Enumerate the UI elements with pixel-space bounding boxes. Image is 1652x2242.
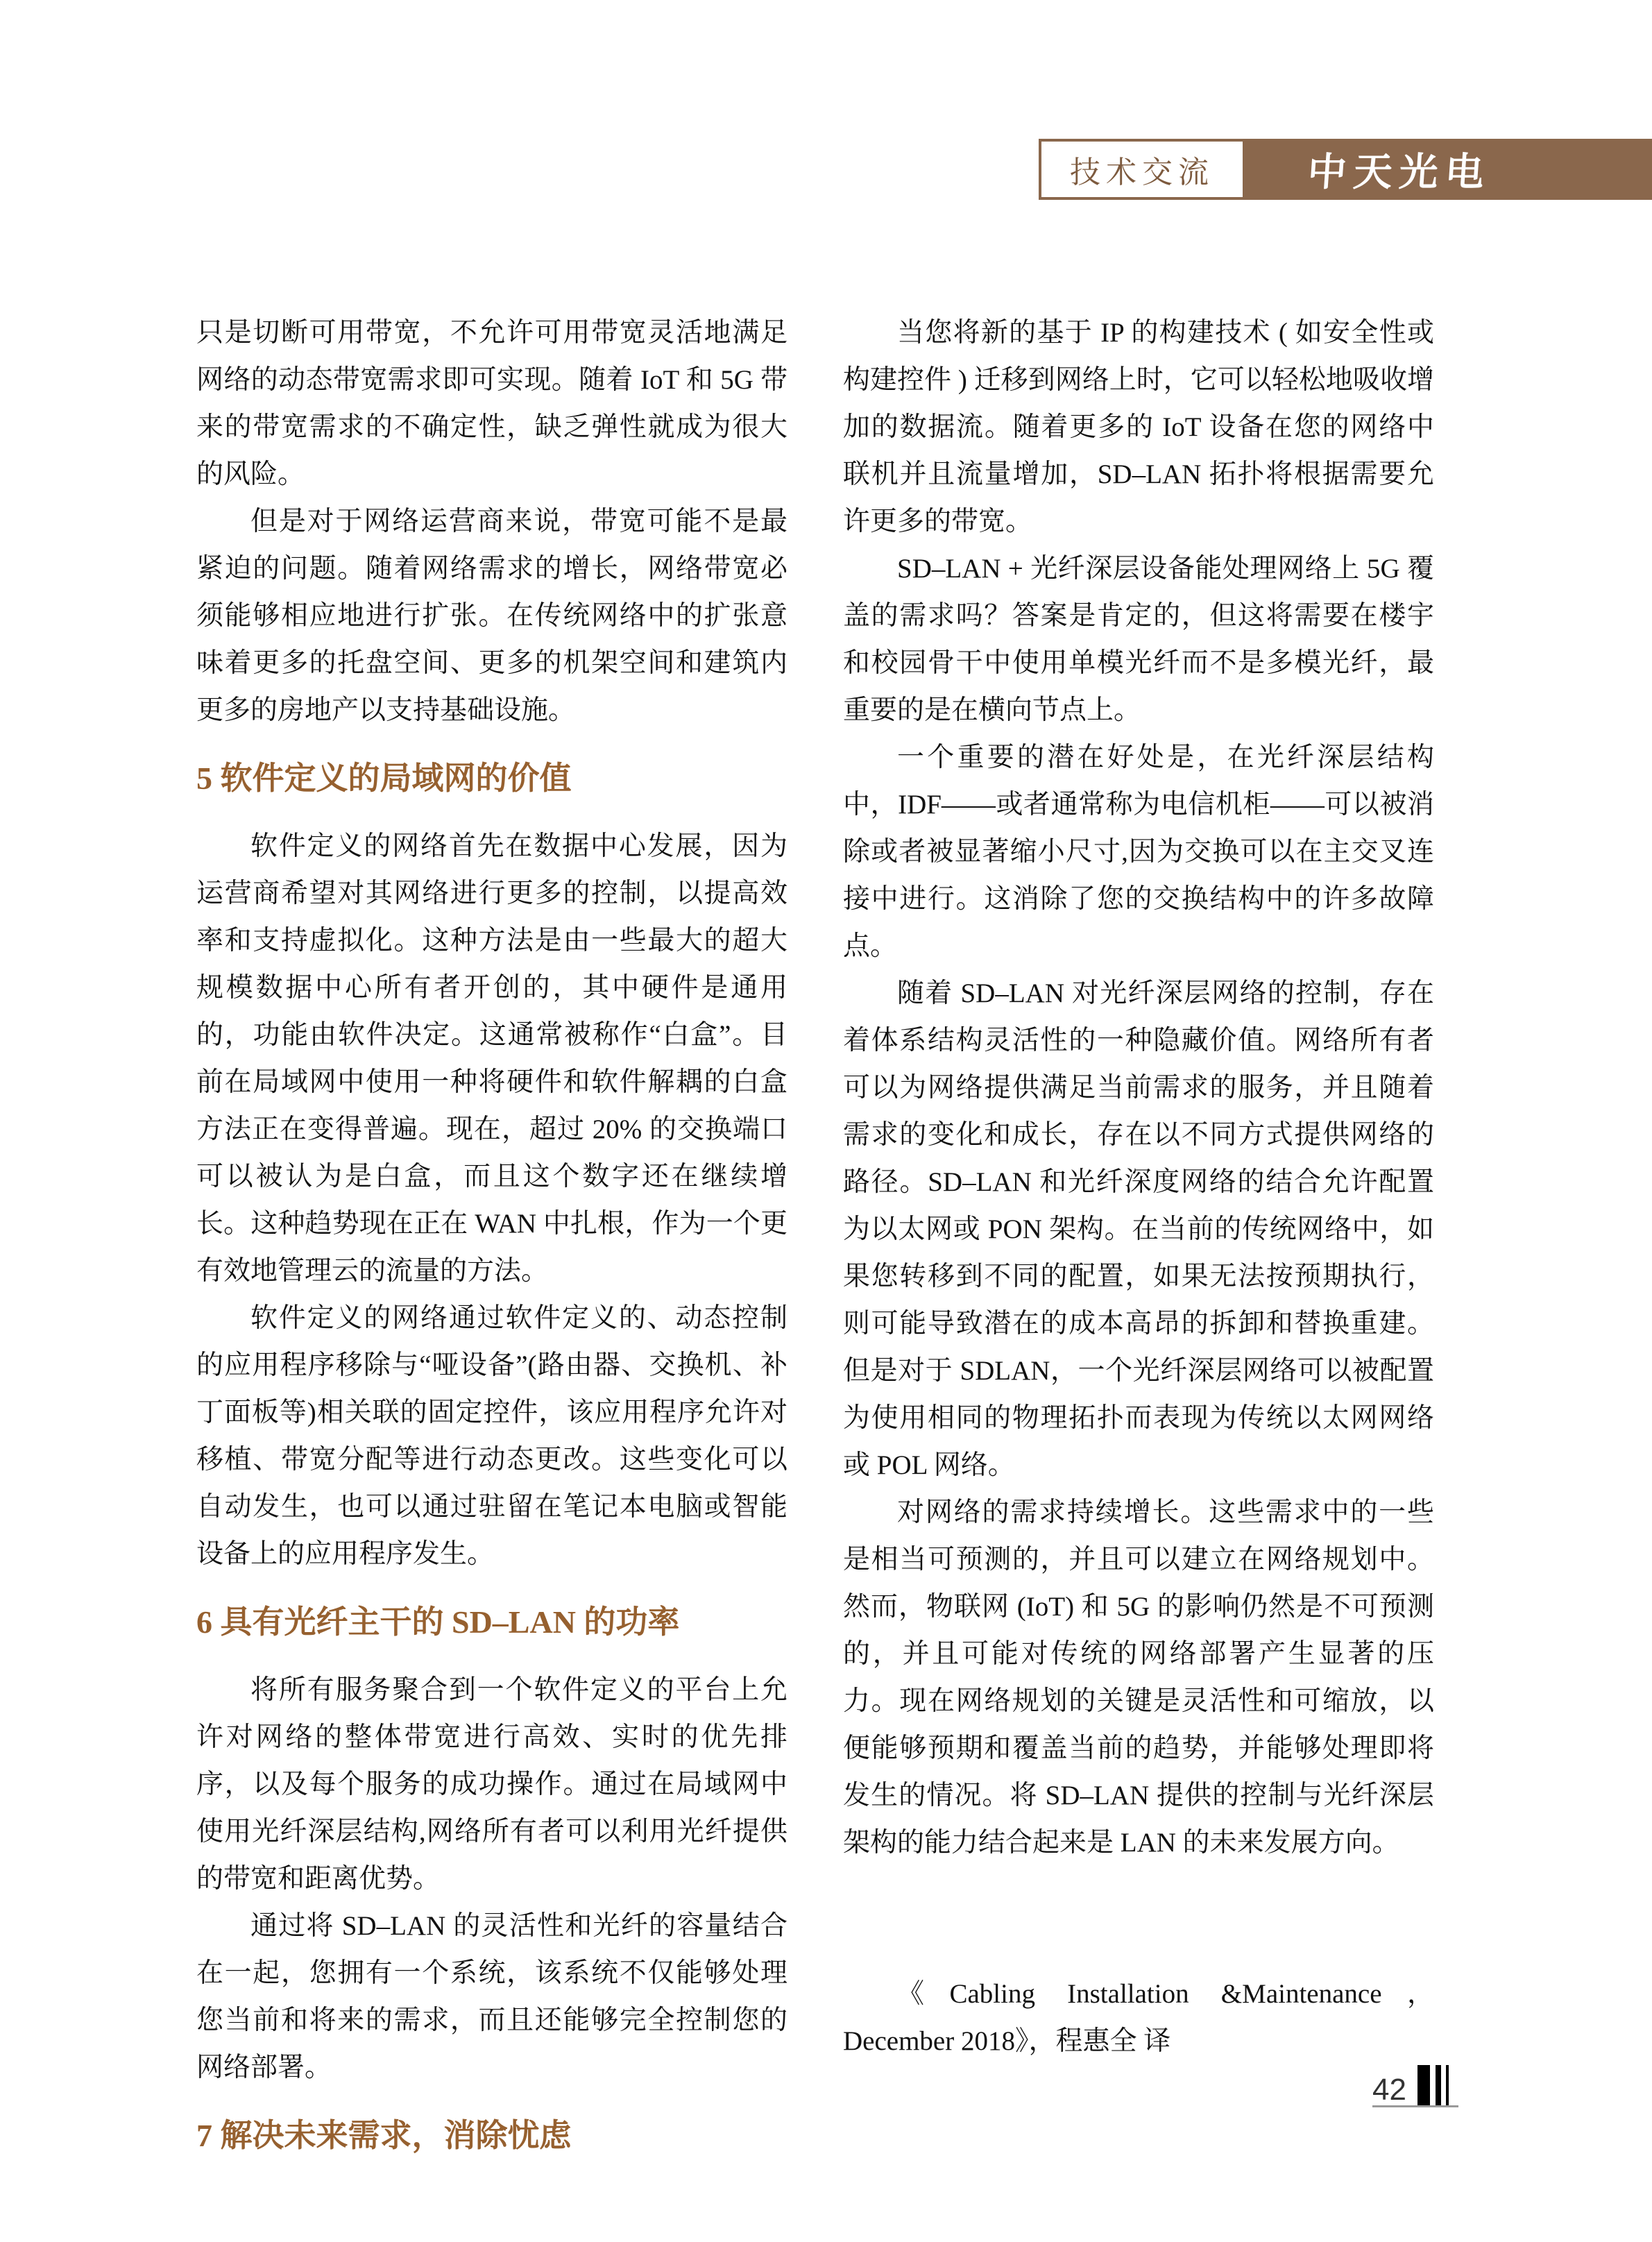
page-header: [1039, 139, 1652, 200]
paragraph: 将所有服务聚合到一个软件定义的平台上允许对网络的整体带宽进行高效、实时的优先排序，以及每个服务的成功操作。通过在局域网中使用光纤深层结构,网络所有者可以利用光纤提供的带宽和距离优势。: [196, 1675, 787, 1894]
right-column: [843, 309, 1434, 2065]
paragraph: 对网络的需求持续增长。这些需求中的一些是相当可预测的，并且可以建立在网络规划中。然而，物联网 (IoT) 和 5G 的影响仍然是不可预测的，并且可能对传统的网络部署产生显著的压力。现在网络规划的关键是灵活性和可缩放，以便能够预期和覆盖当前的趋势，并能够处理即将发生的情况。将 SD–LAN 提供的控制与光纤深层架构的能力结合起来是 LAN 的未来发展方向。: [843, 1497, 1434, 1858]
section-tab: [1039, 139, 1245, 200]
source-citation: 《Cabling Installation &Maintenance，December 2018》，程惠全 译: [843, 1979, 1434, 2056]
paragraph: SD–LAN + 光纤深层设备能处理网络上 5G 覆盖的需求吗？答案是肯定的，但这将需要在楼宇和校园骨干中使用单模光纤而不是多模光纤，最重要的是在横向节点上。: [843, 554, 1434, 725]
paragraph: 软件定义的网络通过软件定义的、动态控制的应用程序移除与“哑设备”(路由器、交换机、补丁面板等)相关联的固定控件，该应用程序允许对移植、带宽分配等进行动态更改。这些变化可以自动发生，也可以通过驻留在笔记本电脑或智能设备上的应用程序发生。: [196, 1303, 787, 1569]
paragraph: 随着 SD–LAN 对光纤深层网络的控制，存在着体系结构灵活性的一种隐藏价值。网络所有者可以为网络提供满足当前需求的服务，并且随着需求的变化和成长，存在以不同方式提供网络的路径。SD–LAN 和光纤深度网络的结合允许配置为以太网或 PON 架构。在当前的传统网络中，如果您转移到不同的配置，如果无法按预期执行，则可能导致潜在的成本高昂的拆卸和替换重建。但是对于 SDLAN，一个光纤深层网络可以被配置为使用相同的物理拓扑而表现为传统以太网网络或 POL 网络。: [843, 978, 1434, 1480]
section-tab-label: 技术交流: [1070, 155, 1214, 189]
brand-bar: [1245, 139, 1652, 200]
footer-bar-icon: [1417, 2065, 1430, 2105]
footer-bar-icon: [1436, 2065, 1441, 2105]
brand-logo: 中天光电: [1306, 151, 1492, 194]
section-heading-7: 7 解决未来需求，消除忧虑: [196, 2118, 572, 2153]
page-footer: [1372, 2064, 1458, 2107]
paragraph: 软件定义的网络首先在数据中心发展，因为运营商希望对其网络进行更多的控制，以提高效率和支持虚拟化。这种方法是由一些最大的超大规模数据中心所有者开创的，其中硬件是通用的，功能由软件决定。这通常被称作“白盒”。目前在局域网中使用一种将硬件和软件解耦的白盒方法正在变得普遍。现在，超过 20% 的交换端口可以被认为是白盒，而且这个数字还在继续增长。这种趋势现在正在 WAN 中扎根，作为一个更有效地管理云的流量的方法。: [196, 831, 787, 1286]
left-column: [196, 309, 787, 2180]
paragraph: 当您将新的基于 IP 的构建技术 ( 如安全性或构建控件 ) 迁移到网络上时，它可以轻松地吸收增加的数据流。随着更多的 IoT 设备在您的网络中联机并且流量增加，SD–LAN 拓扑将根据需要允许更多的带宽。: [843, 318, 1434, 536]
paragraph: 一个重要的潜在好处是，在光纤深层结构中，IDF——或者通常称为电信机柜——可以被消除或者被显著缩小尺寸,因为交换可以在主交叉连接中进行。这消除了您的交换结构中的许多故障点。: [843, 742, 1434, 961]
footer-bar-icon: [1446, 2065, 1449, 2105]
paragraph: 通过将 SD–LAN 的灵活性和光纤的容量结合在一起，您拥有一个系统，该系统不仅能够处理您当前和将来的需求，而且还能够完全控制您的网络部署。: [196, 1911, 787, 2082]
page-number: 42: [1372, 2073, 1406, 2107]
section-heading-5: 5 软件定义的局域网的价值: [196, 761, 572, 796]
paragraph: 但是对于网络运营商来说，带宽可能不是最紧迫的问题。随着网络需求的增长，网络带宽必须能够相应地进行扩张。在传统网络中的扩张意味着更多的托盘空间、更多的机架空间和建筑内更多的房地产以支持基础设施。: [196, 507, 787, 725]
section-heading-6: 6 具有光纤主干的 SD–LAN 的功率: [196, 1604, 680, 1640]
paragraph-continuation: 只是切断可用带宽，不允许可用带宽灵活地满足网络的动态带宽需求即可实现。随着 IoT 和 5G 带来的带宽需求的不确定性，缺乏弹性就成为很大的风险。: [196, 318, 787, 489]
